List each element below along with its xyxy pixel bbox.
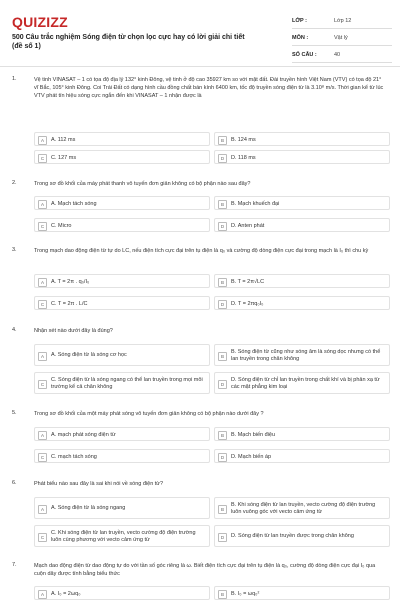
option-text: B. Mạch khuếch đại (231, 200, 280, 207)
option-text: C. Micro (51, 222, 72, 229)
option-letter: B (218, 200, 227, 209)
option-text: B. Khi sóng điện từ lan truyền, vecto cường độ điện trường luôn vuông góc với vecto cảm ứng từ (231, 501, 376, 515)
answer-option-d[interactable] (214, 150, 390, 164)
option-letter: A (38, 278, 47, 287)
option-letter: C (38, 453, 47, 462)
question-2 (12, 180, 390, 232)
option-text: A. T = 2π . q₀/I₀ (51, 278, 90, 285)
option-text: B. 124 ms (231, 136, 256, 143)
meta-label: MÔN : (292, 35, 309, 41)
option-letter: B (218, 278, 227, 287)
question-number: 3. (12, 247, 17, 253)
option-letter: A (38, 505, 47, 514)
option-letter: D (218, 380, 227, 389)
option-letter: B (218, 505, 227, 514)
option-letter: B (218, 431, 227, 440)
option-text: D. Mạch biến áp (231, 453, 272, 460)
option-letter: D (218, 300, 227, 309)
question-text: Phát biểu nào sau đây là sai khi nói về sóng điện từ? (34, 481, 164, 487)
question-5 (12, 410, 390, 466)
header-divider (0, 66, 400, 67)
answer-option-d[interactable] (214, 218, 390, 232)
option-text: A. I₀ = 2ωq₀ (51, 590, 81, 597)
answer-option-a[interactable] (34, 344, 210, 366)
option-text: B. T = 2π√LC (231, 278, 265, 285)
answer-option-a[interactable] (34, 427, 210, 441)
question-number: 5. (12, 410, 17, 416)
page-title: 500 Câu trắc nghiệm Sóng điện từ chọn lọc cực hay có lời giải chi tiết (đề số 1) (12, 34, 245, 50)
option-text: B. Mạch biến điệu (231, 431, 276, 438)
option-letter: A (38, 200, 47, 209)
question-6 (12, 480, 390, 558)
option-text: C. mạch tách sóng (51, 453, 97, 460)
answer-option-d[interactable] (214, 449, 390, 463)
option-text: D. Anten phát (231, 222, 265, 229)
question-text: Mạch dao động điện từ dao động tự do với tần số góc riêng là ω. Biết điện tích cực đại trên tụ điện là q₀, cường độ dòng điện cực đại I₀ qua cuộn dây được tính bằng biểu thức (34, 563, 376, 577)
answer-option-c[interactable] (34, 449, 210, 463)
option-text: B. I₀ = ωq₀² (231, 590, 260, 597)
question-number: 4. (12, 327, 17, 333)
answer-option-a[interactable] (34, 196, 210, 210)
answer-option-c[interactable] (34, 150, 210, 164)
answer-option-b[interactable] (214, 586, 390, 600)
answer-option-d[interactable] (214, 372, 390, 394)
option-text: A. 112 ms (51, 136, 76, 143)
question-3 (12, 247, 390, 315)
answer-option-a[interactable] (34, 586, 210, 600)
option-text: A. Sóng điện từ là sóng cơ học (51, 352, 127, 358)
option-letter: C (38, 300, 47, 309)
option-letter: C (38, 533, 47, 542)
meta-row-count (292, 48, 392, 63)
meta-label: LỚP : (292, 18, 307, 24)
answer-option-c[interactable] (34, 218, 210, 232)
question-text: Vệ tinh VINASAT – 1 có tọa độ địa lý 132° kinh Đông, vệ tinh ở độ cao 35927 km so với mặt đất. Đài truyền hình Việt Nam (VTV) có tọa độ 21° vĩ Bắc, 105° kinh Đông. Coi Trái Đất có dạng hình cầu đồng chất bán kính 6400 km, tốc độ truyền sóng điện từ là 3.10⁸ m/s. Thời gian kể từ lúc VTV phát tín hiệu sóng cực ngắn đến khi VINASAT – 1 nhận được là (34, 77, 384, 99)
question-number: 6. (12, 480, 17, 486)
option-text: D. 118 ms (231, 154, 256, 161)
option-letter: D (218, 453, 227, 462)
answer-option-b[interactable] (214, 196, 390, 210)
meta-row-class (292, 14, 392, 29)
option-text: D. T = 2πq₀I₀ (231, 300, 264, 307)
question-number: 1. (12, 76, 17, 82)
option-text: A. Sóng điện từ là sóng ngang (51, 505, 126, 511)
option-letter: B (218, 352, 227, 361)
worksheet-header (0, 0, 400, 70)
option-letter: A (38, 352, 47, 361)
option-text: B. Sóng điện từ cũng như sóng âm là sóng dọc nhưng có thể lan truyền trong chân không (231, 348, 381, 362)
option-text: C. Khi sóng điện từ lan truyền, vecto cường độ điện trường luôn cùng phương với vecto cảm ứng từ (51, 529, 196, 543)
option-letter: C (38, 222, 47, 231)
answer-option-b[interactable] (214, 274, 390, 288)
option-letter: A (38, 590, 47, 599)
meta-value: Lớp 12 (334, 18, 352, 24)
answer-option-d[interactable] (214, 296, 390, 310)
meta-value: 40 (334, 52, 341, 58)
question-7 (12, 562, 390, 600)
answer-option-a[interactable] (34, 132, 210, 146)
question-1 (12, 76, 390, 176)
answer-option-d[interactable] (214, 525, 390, 547)
question-text: Trong mạch dao động điện từ tự do LC, nếu điện tích cực đại trên tụ điện là q₀ và cường độ dòng điện cực đại trong mạch là I₀ thì chu kỳ (34, 248, 369, 254)
option-text: D. Sóng điện từ chỉ lan truyền trong chất khí và bị phản xạ từ các mặt phẳng kim loại (231, 376, 380, 390)
answer-option-c[interactable] (34, 296, 210, 310)
option-letter: C (38, 380, 47, 389)
option-letter: D (218, 533, 227, 542)
question-text: Trong sơ đồ khối của máy phát thanh vô tuyến đơn giản không có bộ phận nào sau đây? (34, 181, 251, 187)
option-text: C. 127 ms (51, 154, 77, 161)
option-letter: B (218, 590, 227, 599)
question-number: 2. (12, 180, 17, 186)
option-text: D. Sóng điện từ lan truyền được trong chân không (231, 533, 354, 539)
worksheet-meta (292, 14, 392, 65)
option-letter: A (38, 431, 47, 440)
option-text: C. T = 2π . L/C (51, 300, 88, 307)
question-text: Trong sơ đồ khối của một máy phát sóng vô tuyến đơn giản không có bộ phận nào dưới đây ? (34, 411, 264, 417)
option-text: A. Mạch tách sóng (51, 200, 97, 207)
answer-option-a[interactable] (34, 497, 210, 519)
answer-option-b[interactable] (214, 344, 390, 366)
answer-option-c[interactable] (34, 372, 210, 394)
answer-option-b[interactable] (214, 427, 390, 441)
answer-option-c[interactable] (34, 525, 210, 547)
meta-label: SỐ CÂU : (292, 52, 317, 58)
question-4 (12, 327, 390, 401)
meta-row-subject (292, 31, 392, 46)
option-letter: B (218, 136, 227, 145)
meta-value: Vật lý (334, 35, 348, 41)
option-letter: D (218, 154, 227, 163)
question-text: Nhận xét nào dưới đây là đúng? (34, 328, 113, 334)
option-letter: C (38, 154, 47, 163)
answer-option-b[interactable] (214, 497, 390, 519)
option-letter: D (218, 222, 227, 231)
option-text: C. Sóng điện từ là sóng ngang có thể lan truyền trong mọi môi trường kể cả chân không (51, 376, 203, 390)
answer-option-a[interactable] (34, 274, 210, 288)
option-letter: A (38, 136, 47, 145)
option-text: A. mạch phát sóng điện từ (51, 431, 116, 438)
answer-option-b[interactable] (214, 132, 390, 146)
question-number: 7. (12, 562, 17, 568)
quizizz-logo: QUIZIZZ (12, 14, 68, 30)
